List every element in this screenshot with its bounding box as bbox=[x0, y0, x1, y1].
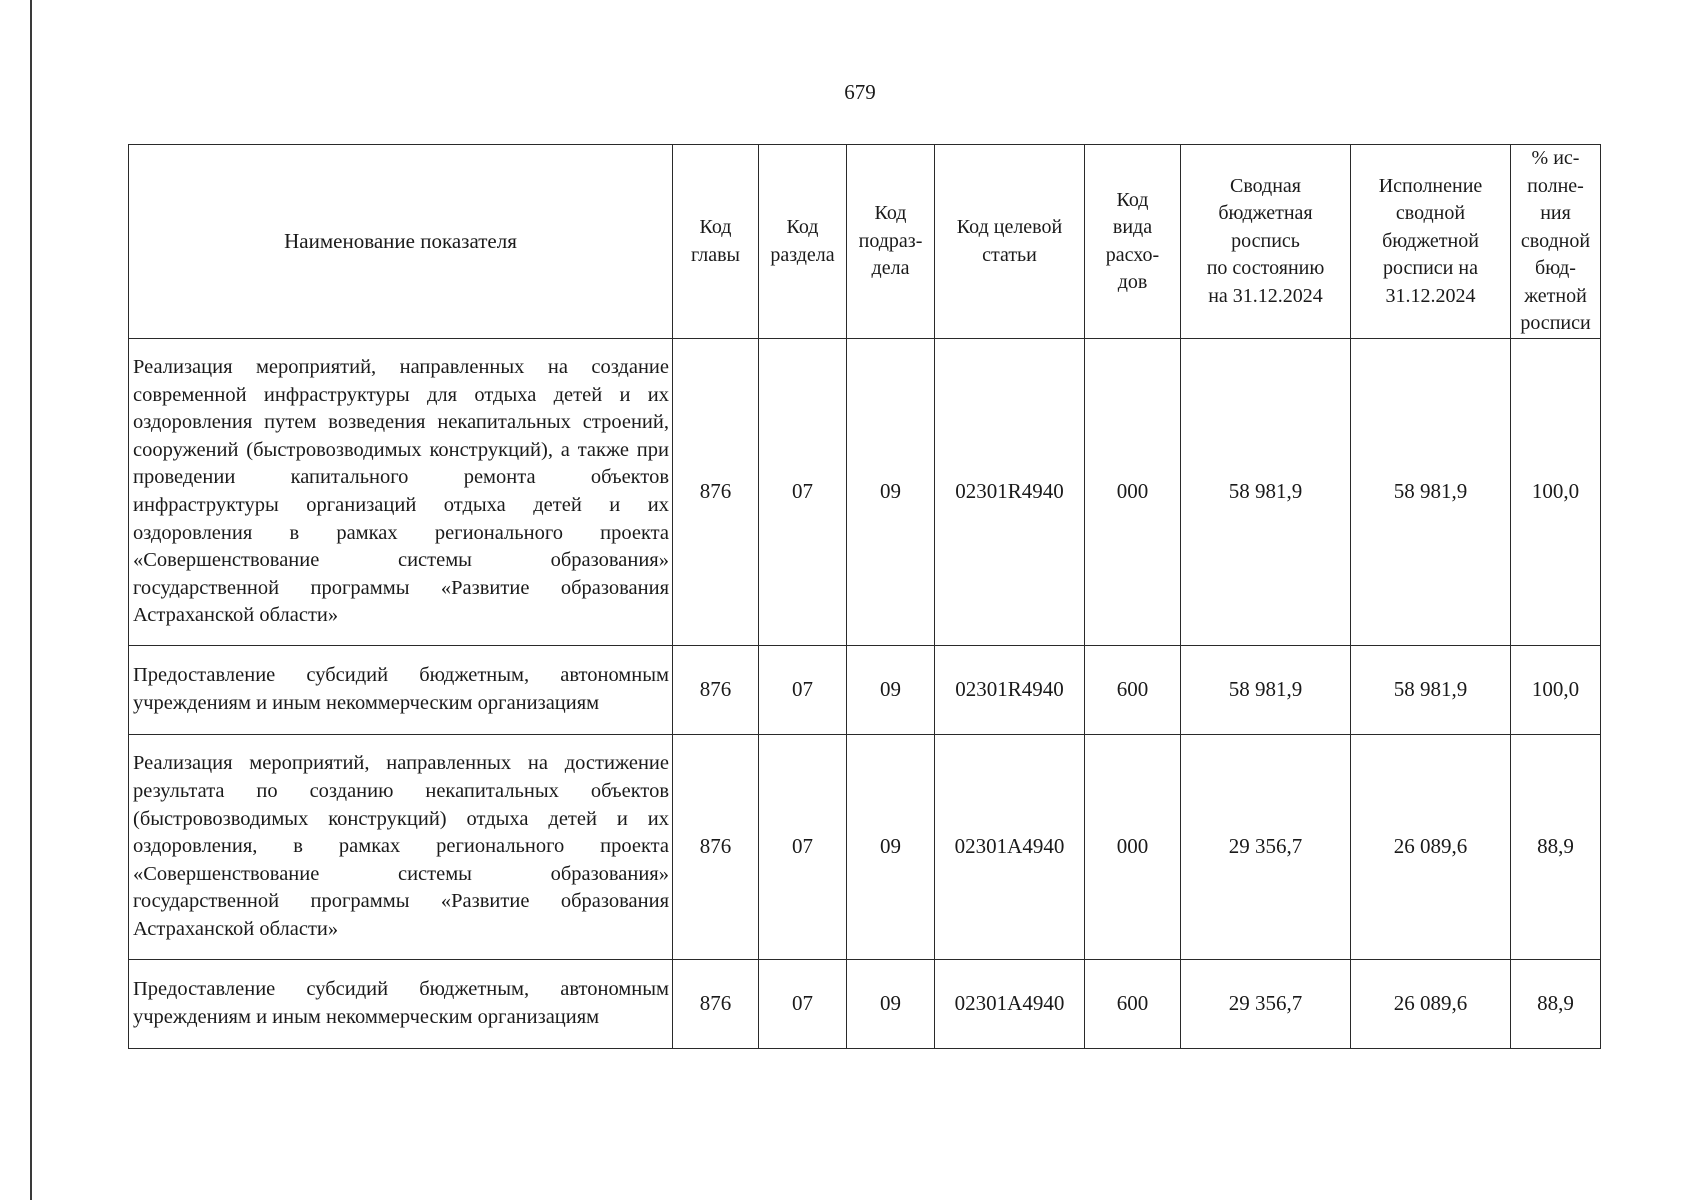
row-procent: 100,0 bbox=[1511, 646, 1601, 735]
table-row bbox=[129, 735, 1601, 960]
table-row bbox=[129, 646, 1601, 735]
header-svodnaya-rospis: Сводная бюджетная роспись по состоянию на 31.12.2024 bbox=[1181, 145, 1351, 339]
row-ispolnenie: 26 089,6 bbox=[1351, 960, 1511, 1049]
row-ispolnenie: 26 089,6 bbox=[1351, 735, 1511, 960]
row-kod-celevoy-stati: 02301R4940 bbox=[935, 646, 1085, 735]
row-kod-celevoy-stati: 02301A4940 bbox=[935, 960, 1085, 1049]
row-ispolnenie: 58 981,9 bbox=[1351, 339, 1511, 646]
header-procent-ispolneniya: % ис- полне- ния сводной бюд- жетной росписи bbox=[1511, 145, 1601, 339]
table-header-row bbox=[129, 145, 1601, 339]
row-kod-razdela: 07 bbox=[759, 960, 847, 1049]
row-kod-razdela: 07 bbox=[759, 646, 847, 735]
row-procent: 100,0 bbox=[1511, 339, 1601, 646]
row-procent: 88,9 bbox=[1511, 735, 1601, 960]
header-kod-razdela: Код раздела bbox=[759, 145, 847, 339]
row-name: Предоставление субсидий бюджетным, автономным учреждениям и иным некоммерческим организациям bbox=[129, 646, 673, 735]
budget-table bbox=[128, 144, 1601, 1049]
header-name: Наименование показателя bbox=[129, 145, 673, 339]
row-name: Реализация мероприятий, направленных на создание современной инфраструктуры для отдыха детей и их оздоровления путем возведения некапитальных строений, сооружений (быстровозводимых конструкций), а также при проведении капитального ремонта объектов инфраструктуры организаций отдыха детей и их оздоровления в рамках регионального проекта «Совершенствование системы образования» государственной программы «Развитие образования Астраханской области» bbox=[129, 339, 673, 646]
header-kod-celevoy-stati: Код целевой статьи bbox=[935, 145, 1085, 339]
table-row bbox=[129, 339, 1601, 646]
row-kod-celevoy-stati: 02301R4940 bbox=[935, 339, 1085, 646]
row-kod-podrazdela: 09 bbox=[847, 735, 935, 960]
row-kod-podrazdela: 09 bbox=[847, 960, 935, 1049]
row-svodnaya-rospis: 58 981,9 bbox=[1181, 646, 1351, 735]
row-kod-vida-rashodov: 000 bbox=[1085, 339, 1181, 646]
row-kod-podrazdela: 09 bbox=[847, 339, 935, 646]
page-number: 679 bbox=[844, 80, 876, 104]
row-kod-glavy: 876 bbox=[673, 646, 759, 735]
header-kod-glavy: Код главы bbox=[673, 145, 759, 339]
header-kod-vida-rashodov: Код вида расхо- дов bbox=[1085, 145, 1181, 339]
table-row bbox=[129, 960, 1601, 1049]
row-kod-glavy: 876 bbox=[673, 339, 759, 646]
row-procent: 88,9 bbox=[1511, 960, 1601, 1049]
row-kod-vida-rashodov: 600 bbox=[1085, 960, 1181, 1049]
row-kod-podrazdela: 09 bbox=[847, 646, 935, 735]
row-svodnaya-rospis: 58 981,9 bbox=[1181, 339, 1351, 646]
row-kod-vida-rashodov: 600 bbox=[1085, 646, 1181, 735]
row-kod-razdela: 07 bbox=[759, 735, 847, 960]
row-kod-razdela: 07 bbox=[759, 339, 847, 646]
row-name: Реализация мероприятий, направленных на достижение результата по созданию некапитальных объектов (быстровозводимых конструкций) отдыха детей и их оздоровления, в рамках регионального проекта «Совершенствование системы образования» государственной программы «Развитие образования Астраханской области» bbox=[129, 735, 673, 960]
row-kod-celevoy-stati: 02301A4940 bbox=[935, 735, 1085, 960]
row-ispolnenie: 58 981,9 bbox=[1351, 646, 1511, 735]
scan-edge-line bbox=[30, 0, 32, 1200]
row-kod-vida-rashodov: 000 bbox=[1085, 735, 1181, 960]
row-name: Предоставление субсидий бюджетным, автономным учреждениям и иным некоммерческим организациям bbox=[129, 960, 673, 1049]
row-svodnaya-rospis: 29 356,7 bbox=[1181, 735, 1351, 960]
row-svodnaya-rospis: 29 356,7 bbox=[1181, 960, 1351, 1049]
header-ispolnenie: Исполнение сводной бюджетной росписи на 31.12.2024 bbox=[1351, 145, 1511, 339]
row-kod-glavy: 876 bbox=[673, 735, 759, 960]
row-kod-glavy: 876 bbox=[673, 960, 759, 1049]
header-kod-podrazdela: Код подраз- дела bbox=[847, 145, 935, 339]
